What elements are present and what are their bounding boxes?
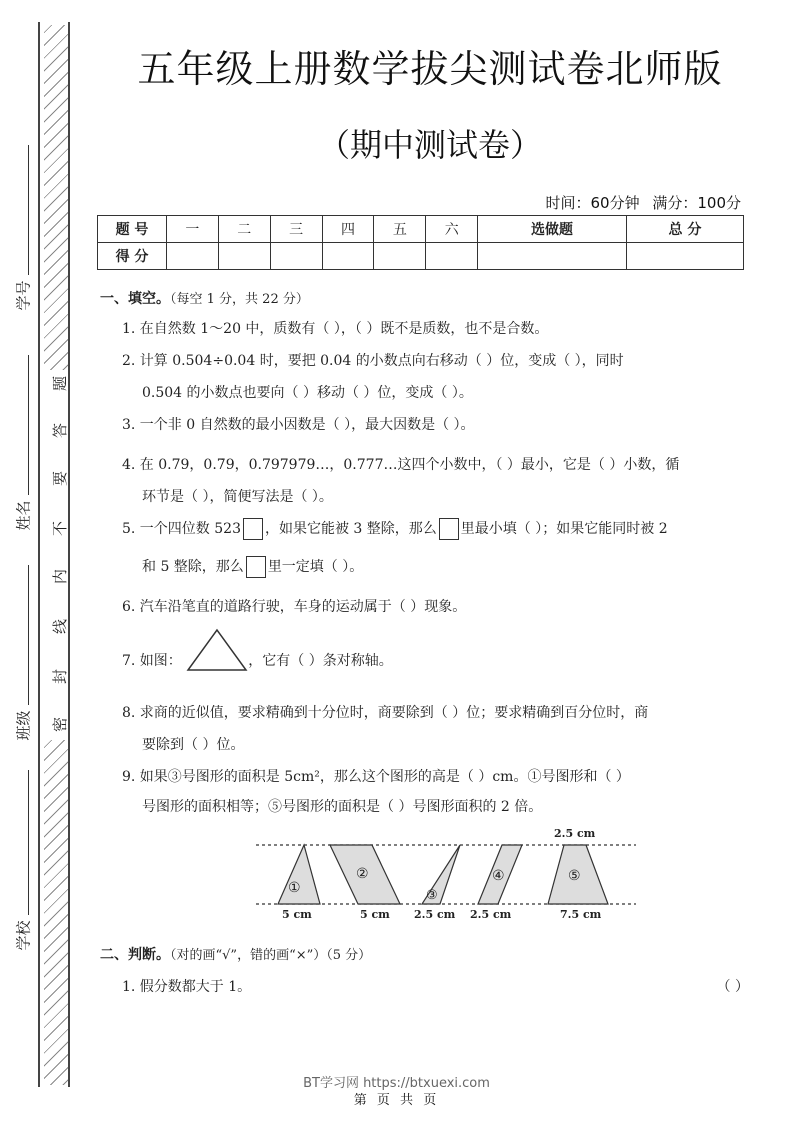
digit-box[interactable] — [246, 556, 266, 578]
hatch-bottom — [44, 740, 68, 1085]
question-4-cont: 环节是（ ），简便写法是（ ）。 — [142, 489, 333, 505]
score-cell[interactable] — [167, 243, 219, 270]
question-8: 8. 求商的近似值，要求精确到十分位时，商要除到（ ）位；要求精确到百分位时，商 — [122, 705, 649, 721]
class-field[interactable] — [28, 565, 29, 705]
question-4: 4. 在 0.79，0.7̇9，0.797979…，0.777…这四个小数中，（ ）最小，它是（ ）小数，循 — [122, 457, 680, 473]
question-9: 9. 如果③号图形的面积是 5cm²，那么这个图形的高是（ ）cm。①号图形和（ ） — [122, 769, 630, 785]
page-number: 第 页 共 页 — [353, 1093, 440, 1108]
question-2-cont: 0.504 的小数点也要向（ ）移动（ ）位，变成（ ）。 — [142, 385, 473, 401]
score-cell[interactable] — [322, 243, 374, 270]
section-1-title: 一、填空。 — [100, 291, 170, 307]
section-2-note: （对的画“√”，错的画“×”）（5 分） — [170, 948, 372, 963]
header-cell: 一 — [167, 216, 219, 243]
score-row-label: 得 分 — [98, 243, 167, 270]
score-cell[interactable] — [626, 243, 743, 270]
question-1: 1. 在自然数 1～20 中，质数有（ ），（ ）既不是质数，也不是合数。 — [122, 321, 549, 337]
hatch-top — [44, 25, 68, 370]
binding-margin — [0, 0, 90, 1122]
question-7: 7. 如图： ，它有（ ）条对称轴。 — [122, 650, 393, 672]
section-2-title: 二、判断。 — [100, 947, 170, 963]
score-label: 满分：100分 — [652, 194, 741, 212]
score-cell[interactable] — [478, 243, 627, 270]
school-label: 学校 — [14, 920, 33, 951]
score-cell[interactable] — [374, 243, 426, 270]
digit-box[interactable] — [439, 518, 459, 540]
name-label: 姓名 — [14, 500, 33, 531]
section-1-heading — [100, 288, 309, 308]
header-cell: 六 — [426, 216, 478, 243]
judgment-question-1: 1. 假分数都大于 1。 — [122, 979, 252, 995]
question-8-cont: 要除到（ ）位。 — [142, 737, 245, 753]
digit-box[interactable] — [243, 518, 263, 540]
shapes-figure — [256, 824, 640, 924]
margin-line-left — [38, 22, 40, 1087]
triangle-icon — [186, 628, 248, 672]
top-dimension-label: 2.5 cm — [554, 827, 596, 840]
watermark: BT学习网 https://btxuexi.com — [303, 1076, 490, 1091]
score-cell[interactable] — [218, 243, 270, 270]
base-label: 5 cm — [282, 908, 312, 921]
header-cell: 选做题 — [478, 216, 627, 243]
header-cell: 五 — [374, 216, 426, 243]
score-cell[interactable] — [426, 243, 478, 270]
base-label: 5 cm — [360, 908, 390, 921]
header-cell: 题 号 — [98, 216, 167, 243]
seal-char: 内 — [51, 568, 70, 585]
section-1-note: （每空 1 分，共 22 分） — [170, 292, 309, 307]
question-5-cont: 和 5 整除，那么 里一定填（ ）。 — [142, 556, 363, 578]
seal-char: 题 — [51, 375, 70, 392]
student-id-label: 学号 — [14, 280, 33, 311]
question-2: 2. 计算 0.504÷0.04 时，要把 0.04 的小数点向右移动（ ）位，变成（ ），同时 — [122, 353, 624, 369]
header-cell: 总 分 — [626, 216, 743, 243]
school-field[interactable] — [28, 770, 29, 915]
exam-meta — [545, 192, 741, 213]
question-9-cont: 号图形的面积相等；⑤号图形的面积是（ ）号图形面积的 2 倍。 — [142, 799, 543, 815]
name-field[interactable] — [28, 355, 29, 495]
seal-char: 要 — [51, 470, 70, 487]
section-2-heading — [100, 944, 371, 964]
base-label: 7.5 cm — [560, 908, 602, 921]
seal-char: 封 — [51, 668, 70, 685]
margin-line-right — [68, 22, 70, 1087]
seal-char: 不 — [51, 520, 70, 537]
class-label: 班级 — [14, 710, 33, 741]
shape-label: ③ — [426, 888, 438, 903]
header-cell: 二 — [218, 216, 270, 243]
base-label: 2.5 cm — [470, 908, 512, 921]
time-label: 时间：60分钟 — [545, 194, 640, 212]
page-subtitle: （期中测试卷） — [317, 126, 542, 164]
score-cell[interactable] — [270, 243, 322, 270]
question-6: 6. 汽车沿笔直的道路行驶，车身的运动属于（ ）现象。 — [122, 599, 467, 615]
seal-char: 线 — [51, 618, 70, 635]
page-title: 五年级上册数学拔尖测试卷北师版 — [137, 47, 723, 91]
shape-label: ④ — [492, 868, 505, 884]
shape-label: ⑤ — [568, 868, 581, 884]
seal-char: 答 — [51, 422, 70, 439]
score-table-score-row — [98, 243, 744, 270]
seal-char: 密 — [51, 716, 70, 733]
shape-label: ② — [356, 866, 369, 882]
question-3: 3. 一个非 0 自然数的最小因数是（ ），最大因数是（ ）。 — [122, 417, 475, 433]
score-table-header-row — [98, 216, 744, 243]
base-label: 2.5 cm — [414, 908, 456, 921]
question-5: 5. 一个四位数 523 ，如果它能被 3 整除，那么 里最小填（ ）；如果它能同时被 2 — [122, 518, 668, 540]
header-cell: 四 — [322, 216, 374, 243]
header-cell: 三 — [270, 216, 322, 243]
judgment-answer-blank[interactable]: （ ） — [716, 979, 749, 995]
student-id-field[interactable] — [28, 145, 29, 275]
score-table — [97, 215, 744, 270]
shape-label: ① — [288, 880, 301, 896]
